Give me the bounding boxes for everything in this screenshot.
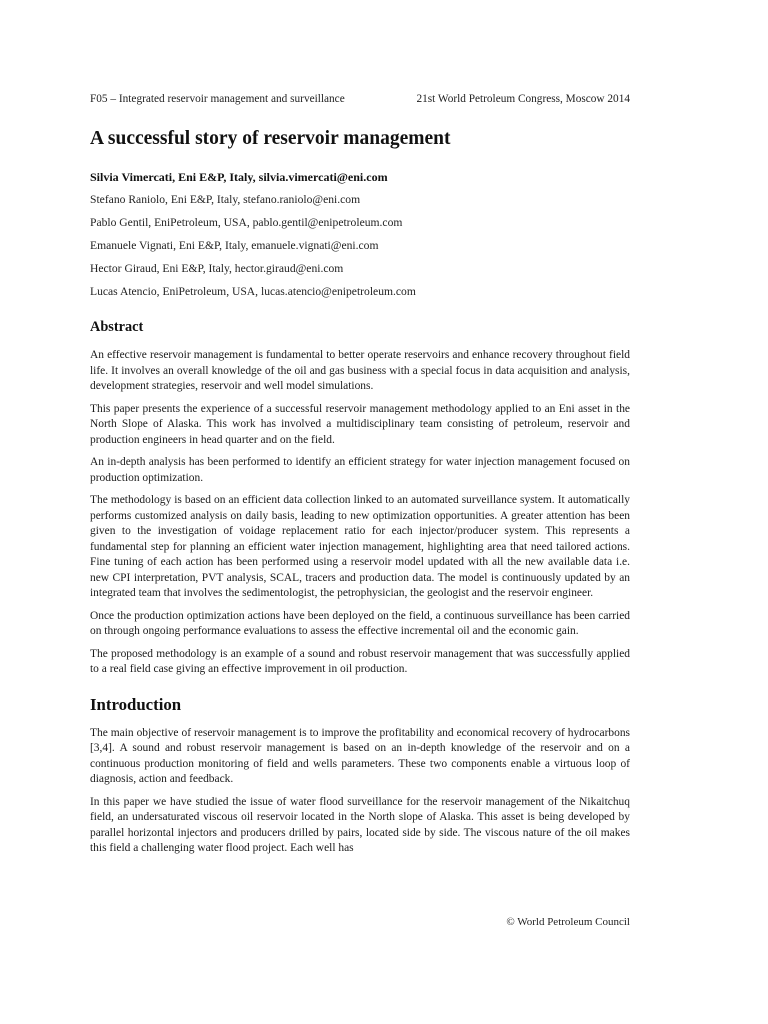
introduction-heading: Introduction [90,694,182,714]
paper-title: A successful story of reservoir management [90,128,451,149]
copyright-footer: © World Petroleum Council [506,916,630,928]
running-header-congress: 21st World Petroleum Congress, Moscow 2014 [416,93,630,105]
abstract-paragraph: The methodology is based on an efficient data collection linked to an automated surveillance system. It automatically performs customized analysis on daily basis, leading to new optimization opportunities. A greater attention has been given to the investigation of voidage replacement ratio for each injector/producer system. This represents a fundamental step for planning an efficient water injection management, highlighting area that need tailored actions. Fine tuning of each action has been performed using a reservoir model updated with all the new available data i.e. new CPI interpretation, PVT analysis, SCAL, tracers and production data. The model is continuously updated by an integrated team that involves the sedimentologist, the petrophysician, the geologist and the reservoir engineer. [90,494,630,599]
introduction-paragraph: The main objective of reservoir management is to improve the profitability and economical recovery of hydrocarbons [3,4]. A sound and robust reservoir management is based on an in-depth knowledge of the reservoir and on a continuous production monitoring of field and wells parameters. These two components enable a virtuous loop of diagnosis, action and feedback. [90,726,630,785]
abstract-paragraph: An in-depth analysis has been performed to identify an efficient strategy for water injection management focused on production optimization. [90,456,630,484]
author-item: Stefano Raniolo, Eni E&P, Italy, stefano.raniolo@eni.com [90,193,361,206]
running-header-session: F05 – Integrated reservoir management and surveillance [90,93,345,105]
author-item: Pablo Gentil, EniPetroleum, USA, pablo.gentil@enipetroleum.com [90,216,403,229]
author-item: Lucas Atencio, EniPetroleum, USA, lucas.atencio@enipetroleum.com [90,285,416,298]
abstract-heading: Abstract [90,319,144,335]
abstract-paragraph: An effective reservoir management is fundamental to better operate reservoirs and enhance recovery throughout field life. It involves an overall knowledge of the oil and gas business with a special focus in data acquisition and analysis, development strategies, reservoir and well model simulations. [90,349,630,392]
abstract-paragraph: Once the production optimization actions have been deployed on the field, a continuous surveillance has been carried on through ongoing performance evaluations to assess the effective incremental oil and the economic gain. [90,609,630,637]
running-header [90,93,630,105]
introduction-paragraph: In this paper we have studied the issue of water flood surveillance for the reservoir management of the Nikaitchuq field, an undersaturated viscous oil reservoir located in the North slope of Alaska. This asset is being developed by parallel horizontal injectors and producers drilled by pairs, located side by side. The viscous nature of the oil makes this field a challenging water flood project. Each well has [90,795,630,854]
author-item: Emanuele Vignati, Eni E&P, Italy, emanuele.vignati@eni.com [90,239,379,252]
abstract-paragraph: The proposed methodology is an example of a sound and robust reservoir management that was successfully applied to a real field case giving an effective improvement in oil production. [90,647,630,675]
paper-body [90,126,630,857]
author-list [90,169,630,300]
author-item: Hector Giraud, Eni E&P, Italy, hector.giraud@eni.com [90,262,344,275]
author-lead: Silvia Vimercati, Eni E&P, Italy, silvia.vimercati@eni.com [90,170,388,184]
abstract-paragraph: This paper presents the experience of a successful reservoir management methodology applied to an Eni asset in the North Slope of Alaska. This work has involved a multidisciplinary team consisting of petroleum, reservoir and production engineers in head quarter and on the field. [90,402,630,446]
